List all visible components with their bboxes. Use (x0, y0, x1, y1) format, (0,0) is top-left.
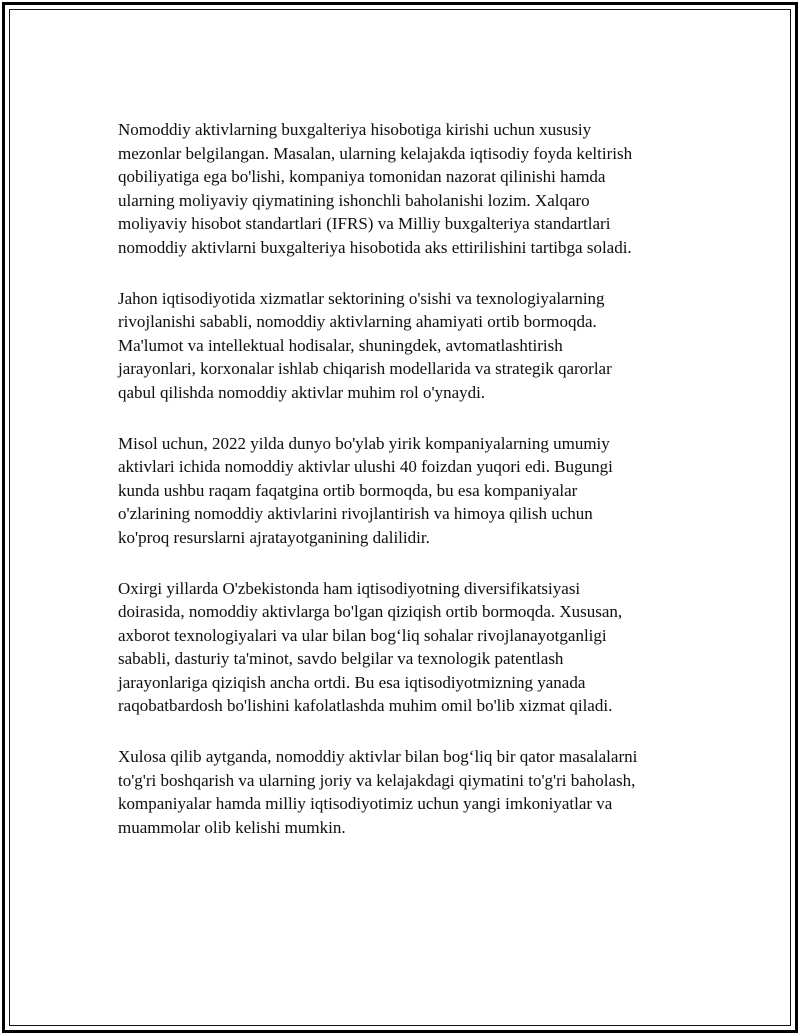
text-line: Nomoddiy aktivlarning buxgalteriya hisobotiga kirishi uchun xususiy (118, 120, 592, 139)
text-line: qabul qilishda nomoddiy aktivlar muhim rol o'ynaydi. (118, 382, 486, 402)
text-line: axborot texnologiyalari va ular bilan bog‘liq sohalar rivojlanayotganligi (118, 625, 607, 645)
text-line: Ma'lumot va intellektual hodisalar, shuningdek, avtomatlashtirish (118, 335, 563, 355)
text-line: kompaniyalar hamda milliy iqtisodiyotimiz uchun yangi imkoniyatlar va (118, 794, 613, 814)
text-line: raqobatbardosh bo'lishini kafolatlashda muhim omil bo'lib xizmat qiladi. (118, 696, 613, 716)
text-line: Oxirgi yillarda O'zbekistonda ham iqtisodiyotning diversifikatsiyasi (118, 578, 581, 598)
paragraph-1 (118, 118, 758, 260)
text-line: to'g'ri boshqarish va ularning joriy va kelajakdagi qiymatini to'g'ri baholash, (118, 770, 636, 790)
text-line: Xulosa qilib aytganda, nomoddiy aktivlar bilan bog‘liq bir qator masalalarni (118, 747, 638, 767)
text-line: ko'proq resurslarni ajratayotganining dalilidir. (118, 527, 430, 547)
text-line: ularning moliyaviy qiymatining ishonchli baholanishi lozim. Xalqaro (118, 190, 590, 210)
text-line: moliyaviy hisobot standartlari (IFRS) va Milliy buxgalteriya standartlari (118, 214, 611, 234)
text-line: aktivlari ichida nomoddiy aktivlar ulushi 40 foizdan yuqori edi. Bugungi (118, 457, 613, 477)
text-line: Misol uchun, 2022 yilda dunyo bo'ylab yirik kompaniyalarning umumiy (118, 433, 610, 453)
paragraph-2 (118, 287, 758, 405)
text-line: jarayonlari, korxonalar ishlab chiqarish modellarida va strategik qarorlar (118, 359, 612, 379)
document-body (118, 118, 758, 866)
text-line: Jahon iqtisodiyotida xizmatlar sektorining o'sishi va texnologiyalarning (118, 288, 605, 308)
text-line: muammolar olib kelishi mumkin. (118, 817, 346, 837)
text-line: rivojlanishi sababli, nomoddiy aktivlarning ahamiyati ortib bormoqda. (118, 312, 597, 332)
text-line: doirasida, nomoddiy aktivlarga bo'lgan qiziqish ortib bormoqda. Xususan, (118, 602, 623, 622)
text-line: mezonlar belgilangan. Masalan, ularning kelajakda iqtisodiy foyda keltirish (118, 143, 633, 163)
text-line: kunda ushbu raqam faqatgina ortib bormoqda, bu esa kompaniyalar (118, 480, 578, 500)
text-line: jarayonlariga qiziqish ancha ortdi. Bu esa iqtisodiyotmizning yanada (118, 672, 586, 692)
text-line: nomoddiy aktivlarni buxgalteriya hisobotida aks ettirilishini tartibga soladi. (118, 237, 632, 257)
paragraph-3 (118, 432, 758, 550)
paragraph-5 (118, 745, 758, 839)
paragraph-4 (118, 577, 758, 719)
text-line: o'zlarining nomoddiy aktivlarini rivojlantirish va himoya qilish uchun (118, 504, 593, 524)
text-line: qobiliyatiga ega bo'lishi, kompaniya tomonidan nazorat qilinishi hamda (118, 167, 606, 187)
text-line: sababli, dasturiy ta'minot, savdo belgilar va texnologik patentlash (118, 649, 564, 669)
